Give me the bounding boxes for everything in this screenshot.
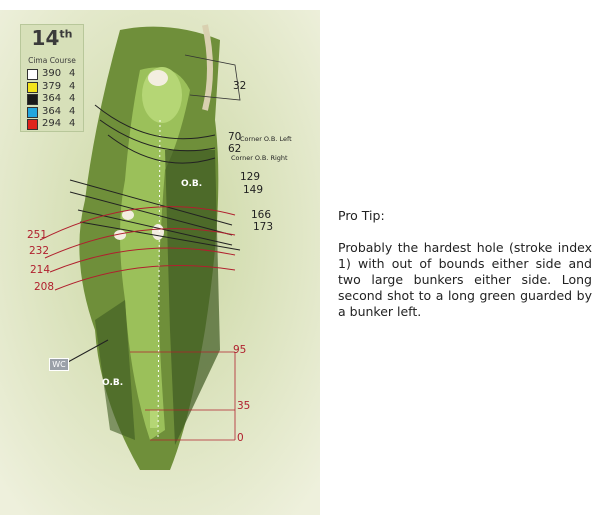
tee-yards: 364 [42,105,62,117]
pro-tip-text: Probably the hardest hole (stroke index 1) with out of bounds either side and two large bunkers either side. Long second shot to a long green guarded by a bunker left. [338,240,592,319]
distance-label: 70 [228,131,242,143]
hole-number-value: 14 [31,26,60,50]
hole-number [21,26,83,50]
tee-par: 4 [69,105,76,117]
distance-label-red: 214 [30,264,51,276]
ob-label: O.B. [102,378,124,388]
hole-number-suffix: th [59,27,73,41]
course-name: Cima Course [28,56,76,65]
tee-color-swatch [27,119,38,130]
tee-par: 4 [69,68,76,79]
distance-label: 173 [253,221,274,233]
bunker [152,224,164,240]
tee-color-swatch [27,69,38,80]
hole-card [20,24,84,132]
tee-color-swatch [27,82,38,93]
distance-label: 166 [251,209,272,221]
distance-label-red: 95 [233,344,247,356]
tee-color-swatch [27,107,38,118]
tee-yards: 364 [42,93,62,104]
distance-label: 129 [240,171,261,183]
wc-marker: WC [49,358,69,371]
tee-par: 4 [69,118,76,129]
distance-label: 149 [243,184,264,196]
distance-label-red: 232 [29,245,50,257]
corner-ob-right-label: Corner O.B. Right [231,154,288,162]
distance-label: 32 [233,80,247,92]
tee-yards: 390 [42,68,62,79]
corner-ob-left-label: Corner O.B. Left [240,135,292,143]
tee-row [27,118,79,130]
tee-par: 4 [69,93,76,104]
distance-label-red: 35 [237,400,251,412]
tee-color-swatch [27,94,38,105]
tee-row [27,81,79,93]
ob-label: O.B. [181,179,203,189]
tee-par: 4 [69,80,76,92]
distance-label-red: 208 [34,281,55,293]
tee-yards: 294 [42,118,62,129]
distance-label-red: 251 [27,229,48,241]
tee-row [27,68,79,80]
distance-label: 62 [228,143,242,155]
bunker [148,70,168,86]
distance-label-red: 0 [237,432,244,444]
tee-row [27,93,79,105]
tee-row [27,106,79,118]
pro-tip-title: Pro Tip: [338,208,385,223]
tee-yards: 379 [42,80,62,92]
